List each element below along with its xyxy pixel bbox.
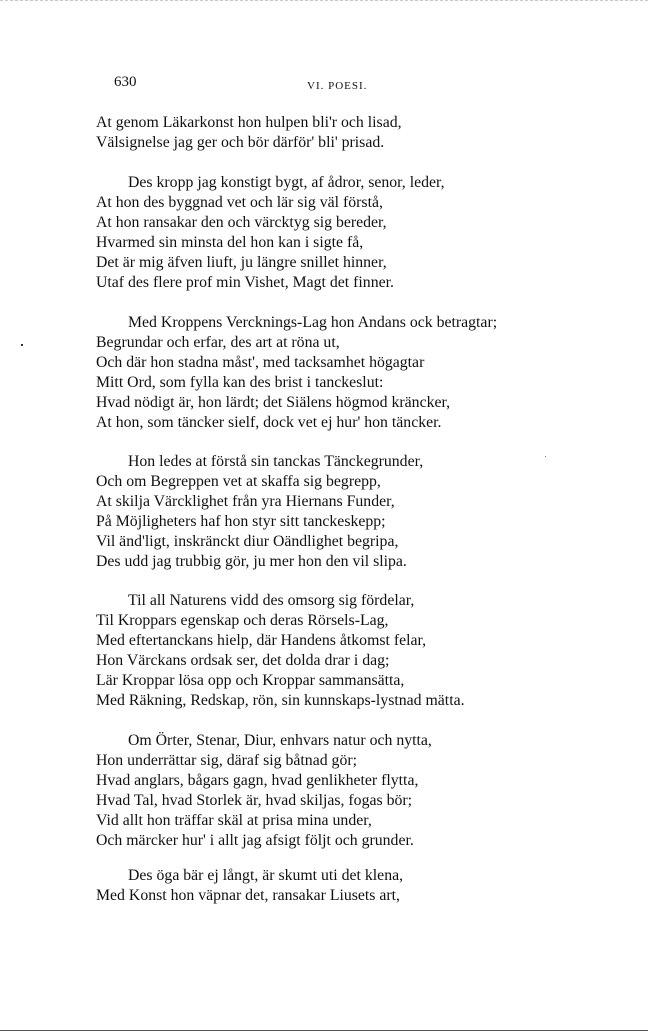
poem-line: Mitt Ord, som fylla kan des brist i tanckeslut:	[96, 374, 384, 391]
poem-line: Välsignelse jag ger och bör därför' bli' prisad.	[96, 134, 385, 151]
running-title: VI. POESI.	[307, 80, 368, 92]
poem-line: At hon ransakar den och värcktyg sig bereder,	[96, 214, 387, 231]
poem-line: Til all Naturens vidd des omsorg sig fördelar,	[128, 592, 415, 609]
poem-line: På Möjligheters haf hon styr sitt tanckeskepp;	[96, 513, 386, 530]
poem-line: Des udd jag trubbig gör, ju mer hon den vil slipa.	[96, 553, 407, 570]
poem-line: At genom Läkarkonst hon hulpen bli'r och lisad,	[96, 114, 402, 131]
poem-line: Vid allt hon träffar skäl at prisa mina under,	[96, 812, 372, 829]
scan-speck	[545, 456, 546, 457]
poem-line: Och märcker hur' i allt jag afsigt följt och grunder.	[96, 832, 414, 849]
poem-line: Des öga bär ej långt, är skumt uti det klena,	[128, 867, 404, 884]
poem-line: Hon underrättar sig, däraf sig båtnad gör;	[96, 752, 358, 769]
poem-line: Om Örter, Stenar, Diur, enhvars natur och nytta,	[128, 732, 432, 749]
poem-line: Til Kroppars egenskap och deras Rörsels-Lag,	[96, 612, 389, 629]
poem-line: Med Kroppens Vercknings-Lag hon Andans ock betragtar;	[128, 314, 498, 331]
poem-line: Vil änd'ligt, inskränckt diur Oändlighet begripa,	[96, 533, 399, 550]
poem-line: Lär Kroppar lösa opp och Kroppar sammansätta,	[96, 672, 405, 689]
poem-line: Och om Begreppen vet at skaffa sig begrepp,	[96, 473, 381, 490]
poem-line: Med eftertanckans hielp, där Handens åtkomst felar,	[96, 632, 427, 649]
poem-line: Utaf des flere prof min Vishet, Magt det finner.	[96, 274, 394, 291]
poem-line: Hvad nödigt är, hon lärdt; det Siälens högmod kräncker,	[96, 394, 451, 411]
poem-line: At hon des byggnad vet och lär sig väl förstå,	[96, 194, 383, 211]
poem-line: Begrundar och erfar, des art at röna ut,	[96, 334, 340, 351]
poem-line: Hvad anglars, bågars gagn, hvad genlikheter flytta,	[96, 772, 419, 789]
poem-line: Hon ledes at förstå sin tanckas Tänckegrunder,	[128, 453, 424, 470]
page-top-edge	[0, 0, 648, 1]
poem-line: At hon, som täncker sielf, dock vet ej hur' hon täncker.	[96, 414, 442, 431]
poem-line: Och där hon stadna måst', med tacksamhet högagtar	[96, 354, 425, 371]
page-number: 630	[114, 74, 137, 90]
poem-line: Med Konst hon väpnar det, ransakar Liusets art,	[96, 887, 401, 904]
poem-line: Det är mig äfven liuft, ju längre snillet hinner,	[96, 254, 387, 271]
scan-speck	[21, 344, 23, 346]
poem-line: At skilja Värcklighet från yra Hiernans Funder,	[96, 493, 395, 510]
poem-line: Hvarmed sin minsta del hon kan i sigte få,	[96, 234, 364, 251]
page-bottom-edge	[0, 1030, 648, 1031]
poem-line: Med Räkning, Redskap, rön, sin kunnskaps-lystnad mätta.	[96, 692, 465, 709]
poem-line: Hvad Tal, hvad Storlek är, hvad skiljas, fogas bör;	[96, 792, 413, 809]
poem-line: Hon Värckans ordsak ser, det dolda drar i dag;	[96, 652, 390, 669]
poem-line: Des kropp jag konstigt bygt, af ådror, senor, leder,	[128, 174, 445, 191]
